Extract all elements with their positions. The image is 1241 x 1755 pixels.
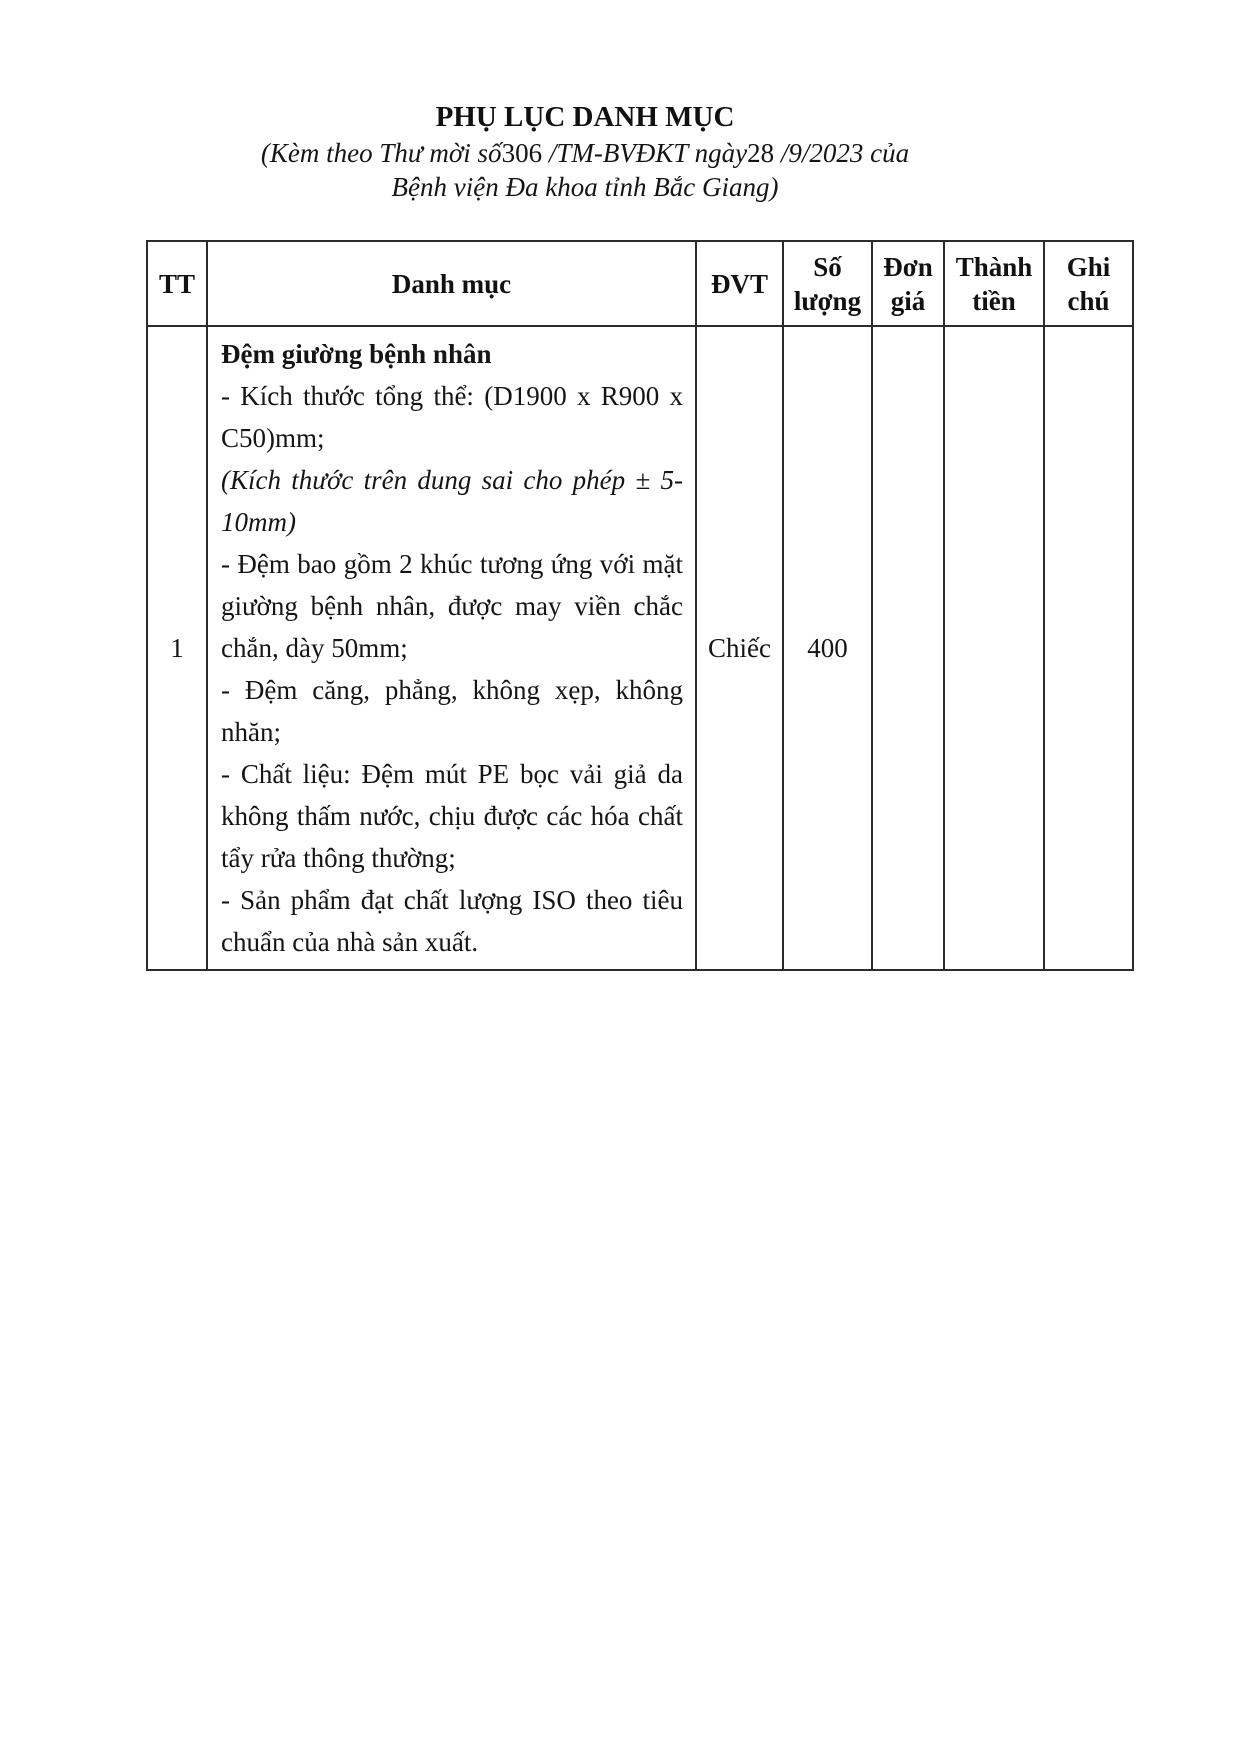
subtitle-line1 bbox=[92, 136, 1078, 170]
cell-tt: 1 bbox=[147, 326, 207, 970]
table-row bbox=[147, 326, 1133, 970]
cell-ghi-chu bbox=[1044, 326, 1133, 970]
column-header-so-luong: Số lượng bbox=[783, 241, 872, 326]
column-header-don-gia: Đơn giá bbox=[872, 241, 944, 326]
table-header-row bbox=[147, 241, 1133, 326]
column-header-thanh-tien: Thành tiền bbox=[944, 241, 1044, 326]
column-header-tt: TT bbox=[147, 241, 207, 326]
column-header-danh-muc: Danh mục bbox=[207, 241, 696, 326]
cell-don-gia bbox=[872, 326, 944, 970]
cell-thanh-tien bbox=[944, 326, 1044, 970]
subtitle-segment: /TM-BVĐKT ngày bbox=[542, 138, 748, 168]
column-header-ghi-chu: Ghi chú bbox=[1044, 241, 1133, 326]
cell-danh-muc bbox=[207, 326, 696, 970]
subtitle-segment: /9/2023 của bbox=[774, 138, 910, 168]
column-header-dvt: ĐVT bbox=[696, 241, 783, 326]
item-title: Đệm giường bệnh nhân bbox=[221, 339, 492, 369]
page-title: PHỤ LỤC DANH MỤC bbox=[435, 101, 735, 133]
item-spec-line: - Chất liệu: Đệm mút PE bọc vải giả da không thấm nước, chịu được các hóa chất tẩy rửa thông thường; bbox=[221, 759, 683, 873]
day-number: 28 bbox=[747, 138, 775, 168]
item-spec-line: - Kích thước tổng thể: (D1900 x R900 x C50)mm; bbox=[221, 381, 683, 453]
item-spec-note: (Kích thước trên dung sai cho phép ± 5-10mm) bbox=[221, 465, 683, 537]
item-spec-line: - Đệm căng, phẳng, không xẹp, không nhăn; bbox=[221, 675, 683, 747]
reference-number: 306 bbox=[501, 138, 543, 168]
items-table bbox=[146, 240, 1134, 971]
item-spec-line: - Đệm bao gồm 2 khúc tương ứng với mặt giường bệnh nhân, được may viền chắc chắn, dày 50mm; bbox=[221, 549, 683, 663]
cell-dvt: Chiếc bbox=[696, 326, 783, 970]
cell-so-luong: 400 bbox=[783, 326, 872, 970]
item-spec-line: - Sản phẩm đạt chất lượng ISO theo tiêu chuẩn của nhà sản xuất. bbox=[221, 885, 683, 957]
subtitle-line2: Bệnh viện Đa khoa tỉnh Bắc Giang) bbox=[391, 172, 779, 202]
document-header bbox=[92, 0, 1078, 204]
subtitle-segment: (Kèm theo Thư mời số bbox=[260, 138, 502, 168]
